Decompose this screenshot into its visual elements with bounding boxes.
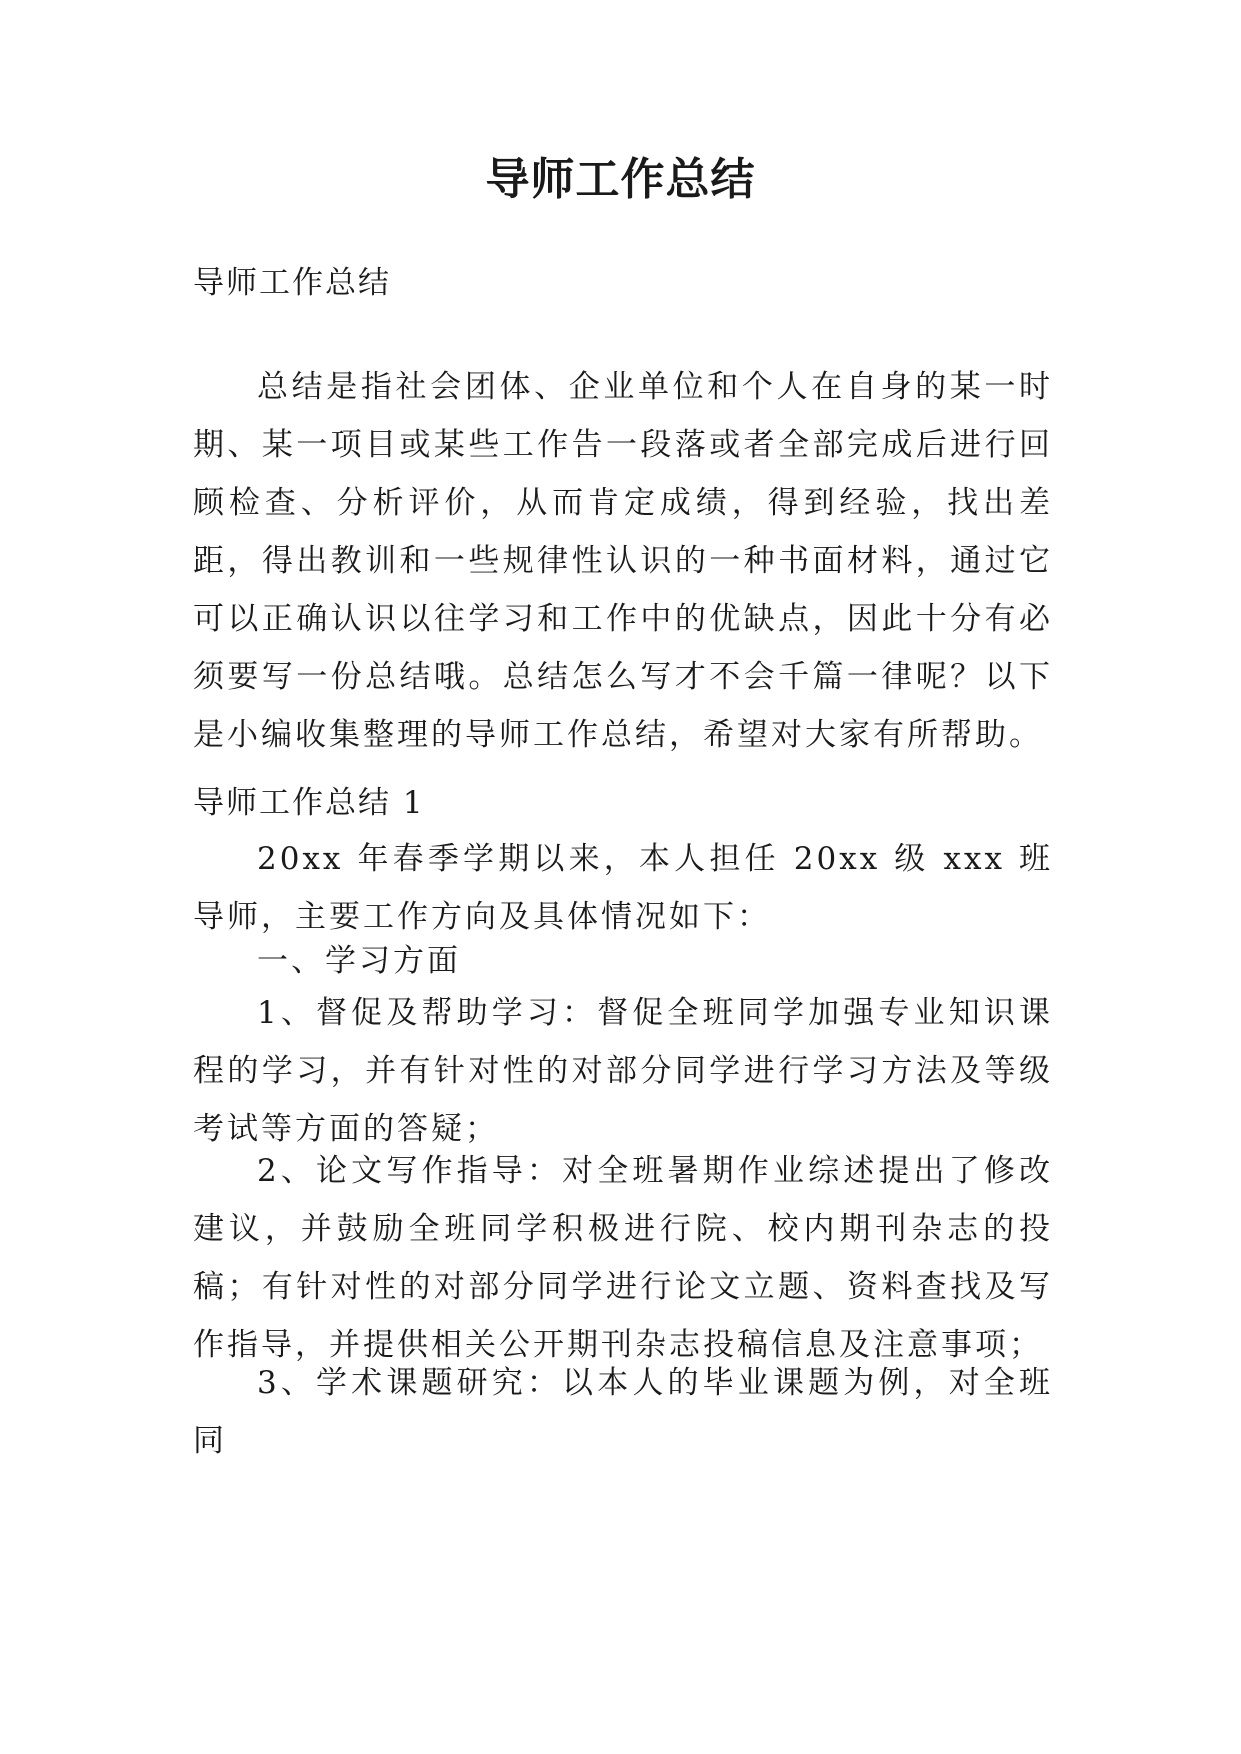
list-item: 3、学术课题研究：以本人的毕业课题为例，对全班同 (193, 1365, 1053, 1459)
intro-paragraph: 总结是指社会团体、企业单位和个人在自身的某一时期、某一项目或某些工作告一段落或者全部完成后进行回顾检查、分析评价，从而肯定成绩，得到经验，找出差距，得出教训和一些规律性认识的一种书面材料，通过它可以正确认识以往学习和工作中的优缺点，因此十分有必须要写一份总结哦。总结怎么写才不会千篇一律呢？以下是小编收集整理的导师工作总结，希望对大家有所帮助。 (193, 369, 1053, 753)
list-item: 2、论文写作指导：对全班暑期作业综述提出了修改建议，并鼓励全班同学积极进行院、校内期刊杂志的投稿；有针对性的对部分同学进行论文立题、资料查找及写作指导，并提供相关公开期刊杂志投稿信息及注意事项； (193, 1153, 1053, 1363)
section-heading: 导师工作总结 1 (193, 785, 425, 821)
document-subtitle: 导师工作总结 (193, 265, 391, 301)
list-item: 1、督促及帮助学习：督促全班同学加强专业知识课程的学习，并有针对性的对部分同学进行学习方法及等级考试等方面的答疑； (193, 995, 1053, 1147)
section-paragraph: 20xx 年春季学期以来，本人担任 20xx 级 xxx 班导师，主要工作方向及具体情况如下： (193, 841, 1053, 935)
document-title: 导师工作总结 (485, 154, 756, 205)
subsection-heading: 一、学习方面 (257, 943, 461, 979)
